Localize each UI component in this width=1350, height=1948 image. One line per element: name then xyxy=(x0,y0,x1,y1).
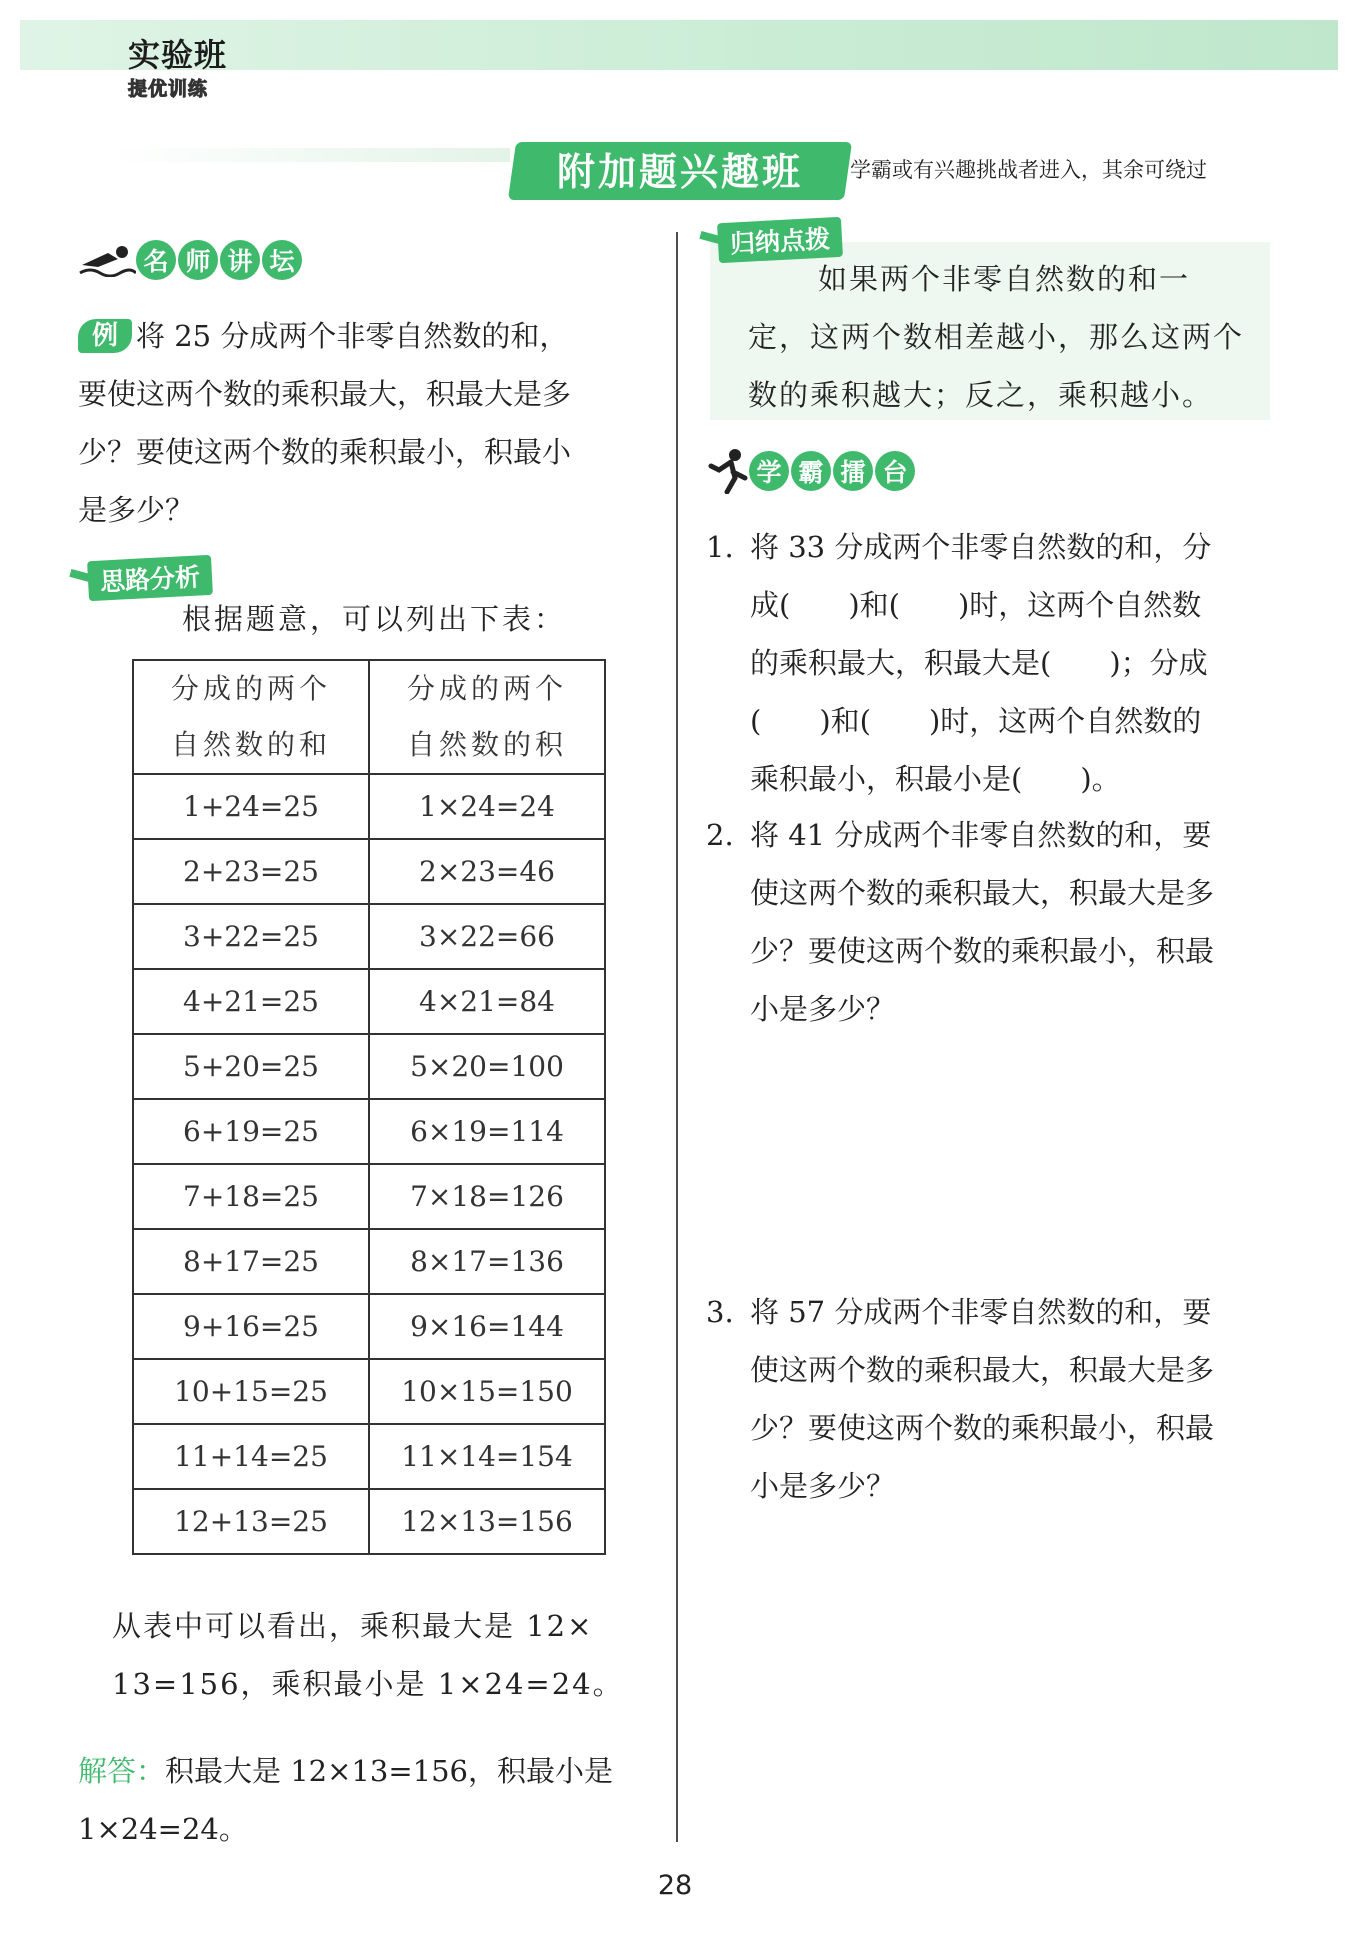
summary-tag: 归纳点拨 xyxy=(717,217,843,263)
example-line: 要使这两个数的乘积最大，积最大是多 xyxy=(78,377,572,411)
question-number: 3. xyxy=(706,1295,734,1329)
teacher-title-char: 师 xyxy=(178,240,218,280)
table-row xyxy=(133,904,605,969)
summary-line: 如果两个非零自然数的和一 xyxy=(818,262,1191,296)
table-cell: 5+20=25 xyxy=(133,1034,369,1099)
question-line: ( )和( )时，这两个自然数的 xyxy=(750,704,1202,738)
table-row xyxy=(133,774,605,839)
table-cell: 4+21=25 xyxy=(133,969,369,1034)
table-row xyxy=(133,1034,605,1099)
table-row xyxy=(133,1099,605,1164)
table-header-row xyxy=(133,660,605,774)
table-cell: 3×22=66 xyxy=(369,904,605,969)
question-number: 2. xyxy=(706,818,734,852)
table-cell: 2×23=46 xyxy=(369,839,605,904)
swimmer-icon xyxy=(78,243,136,277)
table-cell: 4×21=84 xyxy=(369,969,605,1034)
question-1 xyxy=(750,518,1330,808)
teacher-title-char: 讲 xyxy=(220,240,260,280)
question-line: 少？要使这两个数的乘积最小，积最 xyxy=(750,1411,1215,1445)
example-line: 是多少？ xyxy=(78,493,195,527)
teacher-title-char: 名 xyxy=(136,240,176,280)
table-cell: 6+19=25 xyxy=(133,1099,369,1164)
question-line: 将 57 分成两个非零自然数的和，要 xyxy=(750,1295,1212,1329)
table-cell: 8+17=25 xyxy=(133,1229,369,1294)
table-cell: 10×15=150 xyxy=(369,1359,605,1424)
question-line: 成( )和( )时，这两个自然数 xyxy=(750,588,1202,622)
challenge-title-char: 擂 xyxy=(833,451,873,491)
conclusion-line: 13=156，乘积最小是 1×24=24。 xyxy=(112,1667,624,1701)
table-row xyxy=(133,839,605,904)
answer-label: 解答： xyxy=(78,1754,166,1788)
table-cell: 9×16=144 xyxy=(369,1294,605,1359)
table-cell: 1+24=25 xyxy=(133,774,369,839)
conclusion-text xyxy=(112,1597,624,1713)
question-3 xyxy=(750,1283,1330,1515)
table-row xyxy=(133,1164,605,1229)
example-line: 例 将 25 分成两个非零自然数的和， xyxy=(78,307,668,365)
brand-logo xyxy=(128,30,227,101)
table-row xyxy=(133,1294,605,1359)
table-row xyxy=(133,1229,605,1294)
table-header-cell: 分成的两个 自然数的和 xyxy=(133,660,369,774)
example-tag: 例 xyxy=(78,319,132,353)
answer-line: 解答：积最大是 12×13=156，积最小是 xyxy=(78,1754,613,1788)
example-line: 少？要使这两个数的乘积最小，积最小 xyxy=(78,435,572,469)
summary-line: 定，这两个数相差越小，那么这两个 xyxy=(748,320,1245,354)
answer-text xyxy=(78,1742,613,1858)
table-cell: 11×14=154 xyxy=(369,1424,605,1489)
question-line: 小是多少？ xyxy=(750,992,896,1026)
table-cell: 1×24=24 xyxy=(369,774,605,839)
question-line: 少？要使这两个数的乘积最小，积最 xyxy=(750,934,1215,968)
question-line: 乘积最小，积最小是( )。 xyxy=(750,762,1121,796)
answer-line: 1×24=24。 xyxy=(78,1812,248,1846)
table-cell: 11+14=25 xyxy=(133,1424,369,1489)
table-cell: 7×18=126 xyxy=(369,1164,605,1229)
sum-product-table xyxy=(132,659,606,1555)
table-row xyxy=(133,1424,605,1489)
table-cell: 9+16=25 xyxy=(133,1294,369,1359)
challenge-title-char: 霸 xyxy=(791,451,831,491)
question-line: 使这两个数的乘积最大，积最大是多 xyxy=(750,1353,1215,1387)
example-problem xyxy=(78,307,668,539)
header-decoration xyxy=(110,148,510,162)
banner-note: 学霸或有兴趣挑战者进入，其余可绕过 xyxy=(850,158,1207,182)
challenge-title-char: 台 xyxy=(875,451,915,491)
table-cell: 7+18=25 xyxy=(133,1164,369,1229)
table-cell: 12×13=156 xyxy=(369,1489,605,1554)
column-divider xyxy=(676,232,678,1842)
table-cell: 10+15=25 xyxy=(133,1359,369,1424)
teacher-title-char: 坛 xyxy=(262,240,302,280)
conclusion-line: 从表中可以看出，乘积最大是 12× xyxy=(112,1609,594,1643)
brand-subtitle: 提优训练 xyxy=(128,78,209,100)
table-row xyxy=(133,969,605,1034)
runner-icon xyxy=(705,448,749,494)
question-line: 将 41 分成两个非零自然数的和，要 xyxy=(750,818,1212,852)
teacher-section-header xyxy=(78,240,304,280)
question-line: 将 33 分成两个非零自然数的和，分 xyxy=(750,530,1212,564)
question-line: 小是多少？ xyxy=(750,1469,896,1503)
question-number: 1. xyxy=(706,530,734,564)
page-number: 28 xyxy=(657,1870,693,1901)
table-cell: 8×17=136 xyxy=(369,1229,605,1294)
challenge-title-char: 学 xyxy=(749,451,789,491)
table-header-cell: 分成的两个 自然数的积 xyxy=(369,660,605,774)
question-line: 使这两个数的乘积最大，积最大是多 xyxy=(750,876,1215,910)
summary-text xyxy=(748,250,1268,424)
analysis-tag: 思路分析 xyxy=(87,555,213,601)
brand-title: 实验班 xyxy=(128,36,228,74)
challenge-section-header xyxy=(705,448,917,494)
analysis-intro: 根据题意，可以列出下表： xyxy=(182,602,567,636)
table-cell: 5×20=100 xyxy=(369,1034,605,1099)
question-2 xyxy=(750,806,1330,1038)
table-row xyxy=(133,1489,605,1554)
summary-line: 数的乘积越大；反之，乘积越小。 xyxy=(748,378,1214,412)
table-cell: 2+23=25 xyxy=(133,839,369,904)
table-row xyxy=(133,1359,605,1424)
table-cell: 3+22=25 xyxy=(133,904,369,969)
banner-title: 附加题兴趣班 xyxy=(556,150,803,194)
question-line: 的乘积最大，积最大是( )；分成 xyxy=(750,646,1208,680)
table-cell: 6×19=114 xyxy=(369,1099,605,1164)
table-cell: 12+13=25 xyxy=(133,1489,369,1554)
